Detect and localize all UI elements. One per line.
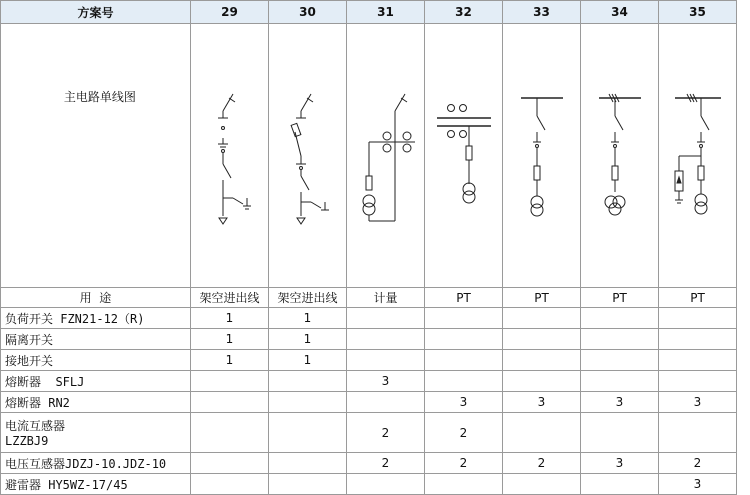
metering-ct-pt-icon bbox=[351, 56, 421, 256]
diagram-33 bbox=[503, 24, 581, 288]
row-label: 避雷器 HY5WZ-17/45 bbox=[1, 474, 191, 495]
row-cell bbox=[581, 371, 659, 392]
row-cell bbox=[425, 474, 503, 495]
row-cell bbox=[659, 350, 737, 371]
usage-row bbox=[1, 288, 737, 308]
table-row bbox=[1, 371, 737, 392]
row-cell bbox=[425, 308, 503, 329]
row-label: 负荷开关 FZN21-12（R) bbox=[1, 308, 191, 329]
row-cell bbox=[503, 413, 581, 453]
row-cell: 1 bbox=[191, 350, 269, 371]
load-switch-grounding-icon bbox=[195, 56, 265, 256]
diagram-35 bbox=[659, 24, 737, 288]
scheme-33: 33 bbox=[503, 1, 581, 24]
diagram-31 bbox=[347, 24, 425, 288]
row-cell: 3 bbox=[425, 392, 503, 413]
row-cell bbox=[503, 474, 581, 495]
row-cell: 2 bbox=[503, 453, 581, 474]
diagram-row-label: 主电路单线图 bbox=[63, 90, 136, 104]
pt-arrester-icon bbox=[663, 56, 733, 256]
scheme-30: 30 bbox=[269, 1, 347, 24]
scheme-35: 35 bbox=[659, 1, 737, 24]
row-cell bbox=[581, 329, 659, 350]
row-cell bbox=[269, 413, 347, 453]
row-cell: 1 bbox=[269, 350, 347, 371]
row-cell bbox=[269, 474, 347, 495]
usage-33: PT bbox=[503, 288, 581, 308]
row-cell: 1 bbox=[269, 308, 347, 329]
row-label: 熔断器 SFLJ bbox=[1, 371, 191, 392]
row-cell: 1 bbox=[191, 308, 269, 329]
row-cell bbox=[659, 329, 737, 350]
scheme-34: 34 bbox=[581, 1, 659, 24]
diagram-32 bbox=[425, 24, 503, 288]
row-cell bbox=[581, 308, 659, 329]
row-cell bbox=[191, 371, 269, 392]
row-cell bbox=[347, 392, 425, 413]
header-row bbox=[1, 1, 737, 24]
row-cell: 3 bbox=[659, 474, 737, 495]
scheme-29: 29 bbox=[191, 1, 269, 24]
pt-fuse-icon bbox=[507, 56, 577, 256]
table-row bbox=[1, 308, 737, 329]
row-cell bbox=[191, 413, 269, 453]
row-cell bbox=[503, 350, 581, 371]
row-cell bbox=[269, 392, 347, 413]
row-cell bbox=[347, 308, 425, 329]
row-cell: 2 bbox=[425, 413, 503, 453]
row-cell bbox=[269, 371, 347, 392]
pt-busbar-icon bbox=[429, 56, 499, 256]
row-cell: 3 bbox=[581, 453, 659, 474]
row-label: 熔断器 RN2 bbox=[1, 392, 191, 413]
row-label: 电流互感器 LZZBJ9 bbox=[1, 413, 191, 453]
row-cell: 2 bbox=[347, 413, 425, 453]
diagram-row-label-cell bbox=[1, 24, 191, 288]
diagram-34 bbox=[581, 24, 659, 288]
load-switch-fuse-grounding-icon bbox=[273, 56, 343, 256]
row-cell bbox=[347, 474, 425, 495]
table-row bbox=[1, 329, 737, 350]
row-label: 电压互感器JDZJ-10.JDZ-10 bbox=[1, 453, 191, 474]
table-row bbox=[1, 350, 737, 371]
row-cell bbox=[581, 350, 659, 371]
row-cell bbox=[347, 350, 425, 371]
scheme-32: 32 bbox=[425, 1, 503, 24]
row-label: 隔离开关 bbox=[1, 329, 191, 350]
row-cell bbox=[347, 329, 425, 350]
row-cell bbox=[581, 474, 659, 495]
row-cell bbox=[425, 371, 503, 392]
row-cell bbox=[581, 413, 659, 453]
row-cell bbox=[425, 329, 503, 350]
scheme-number-label: 方案号 bbox=[1, 1, 191, 24]
row-cell: 1 bbox=[269, 329, 347, 350]
row-cell bbox=[659, 308, 737, 329]
row-cell: 3 bbox=[581, 392, 659, 413]
usage-35: PT bbox=[659, 288, 737, 308]
usage-row-label: 用 途 bbox=[1, 288, 191, 308]
row-cell bbox=[503, 371, 581, 392]
usage-32: PT bbox=[425, 288, 503, 308]
row-cell bbox=[503, 329, 581, 350]
row-cell: 3 bbox=[347, 371, 425, 392]
table-row bbox=[1, 474, 737, 495]
scheme-31: 31 bbox=[347, 1, 425, 24]
diagram-30 bbox=[269, 24, 347, 288]
diagram-row bbox=[1, 24, 737, 288]
usage-29: 架空进出线 bbox=[191, 288, 269, 308]
row-cell bbox=[503, 308, 581, 329]
pt-fuse-three-phase-icon bbox=[585, 56, 655, 256]
usage-31: 计量 bbox=[347, 288, 425, 308]
row-cell bbox=[659, 371, 737, 392]
row-cell bbox=[659, 413, 737, 453]
diagram-29 bbox=[191, 24, 269, 288]
row-cell bbox=[191, 474, 269, 495]
row-cell: 3 bbox=[503, 392, 581, 413]
usage-30: 架空进出线 bbox=[269, 288, 347, 308]
table-row bbox=[1, 392, 737, 413]
row-cell bbox=[425, 350, 503, 371]
row-cell: 2 bbox=[347, 453, 425, 474]
row-cell: 2 bbox=[425, 453, 503, 474]
row-cell: 2 bbox=[659, 453, 737, 474]
row-cell: 3 bbox=[659, 392, 737, 413]
table-row bbox=[1, 413, 737, 453]
row-label: 接地开关 bbox=[1, 350, 191, 371]
row-cell: 1 bbox=[191, 329, 269, 350]
row-cell bbox=[191, 392, 269, 413]
usage-34: PT bbox=[581, 288, 659, 308]
